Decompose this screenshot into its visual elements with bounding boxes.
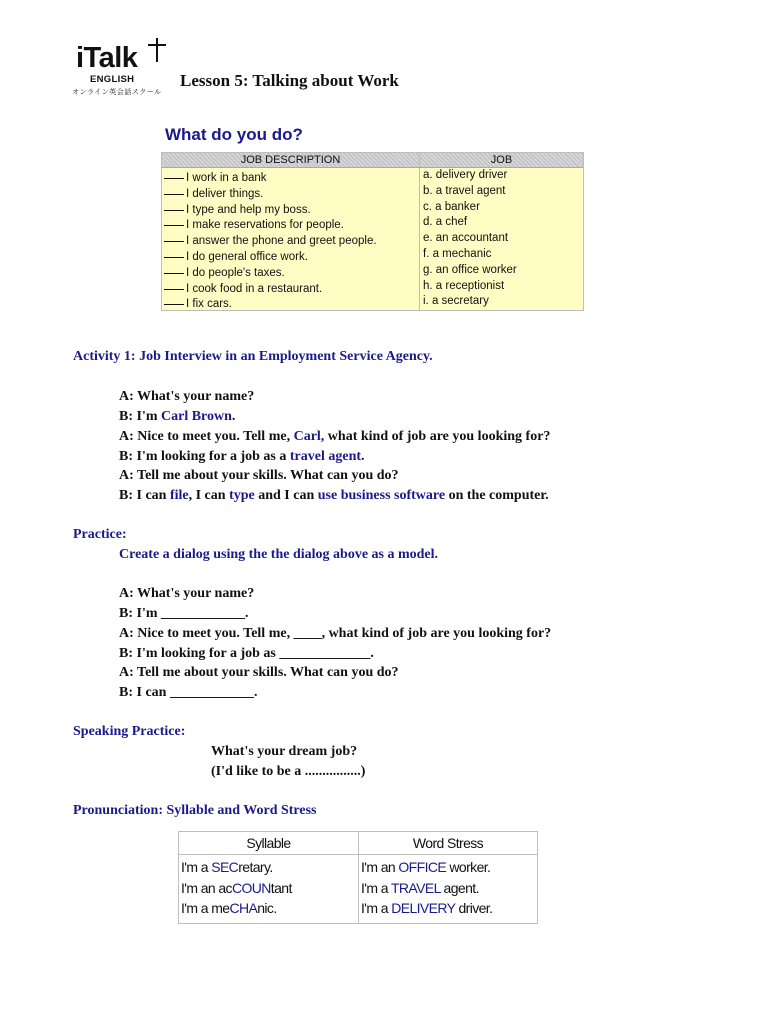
description-text: I deliver things. [186,187,264,200]
highlight-job: travel agent [289,449,362,464]
stressed-syllable: SEC [211,859,239,875]
answer-blank[interactable] [164,294,184,305]
dialog-line: A: What's your name? [119,389,255,404]
answer-blank[interactable] [164,247,184,258]
pronunciation-line: I'm a TRAVEL agent. [361,879,479,896]
speaking-question: What's your dream job? [211,744,358,759]
table-row [162,168,583,184]
description-text: I type and help my boss. [186,203,311,216]
table-row [162,215,583,231]
job-cell [420,200,583,216]
practice-heading: Practice: [73,527,127,542]
pronunciation-table [178,831,538,924]
description-cell [162,184,420,200]
table-row [162,231,583,247]
description-text: I fix cars. [186,298,233,311]
dialog-line: B: I'm Carl Brown. [119,409,236,424]
pronunciation-line: I'm a SECretary. [181,859,273,875]
job-text: f. a mechanic [423,247,492,260]
answer-blank[interactable] [164,279,184,290]
stressed-syllable: DELIVERY [391,900,456,916]
answer-blank[interactable] [164,184,184,195]
description-cell [162,263,420,279]
table-row [162,263,583,279]
description-text: I do general office work. [186,250,308,263]
stressed-syllable: OFFICE [398,859,447,875]
description-cell [162,215,420,231]
table-header-row [162,153,583,168]
job-text: a. delivery driver [423,169,508,181]
job-cell [420,279,583,295]
column-header-word-stress: Word Stress [358,832,537,855]
syllable-column [179,855,358,923]
stressed-syllable: TRAVEL [390,879,441,896]
pronunciation-line: I'm an acCOUNtant [181,879,292,896]
column-header-description: JOB DESCRIPTION [162,153,420,167]
highlight-name: Carl Brown [161,409,232,424]
description-cell [162,168,420,184]
description-text: I cook food in a restaurant. [186,282,323,295]
description-text: I work in a bank [186,172,267,184]
answer-blank[interactable] [164,215,184,226]
dialog-line: B: I'm looking for a job as a travel agent. [119,449,365,464]
activity1-heading: Activity 1: Job Interview in an Employment Service Agency. [73,349,433,364]
job-cell [420,215,583,231]
stressed-syllable: CHA [229,900,258,916]
job-cell [420,231,583,247]
dialog-line: A: Tell me about your skills. What can you do? [119,468,399,483]
column-header-job: JOB [490,154,513,166]
dialog-line: A: Nice to meet you. Tell me, Carl, what kind of job are you looking for? [119,429,551,444]
table-row [162,200,583,216]
answer-blank[interactable] [164,263,184,274]
answer-blank[interactable] [164,231,184,242]
logo-tagline: オンライン英会話スクール [72,88,162,96]
job-matching-table [161,152,584,311]
section-heading: What do you do? [165,125,303,144]
description-cell [162,279,420,295]
practice-line: A: Tell me about your skills. What can you do? [119,665,399,680]
job-text: e. an accountant [423,232,509,245]
pronunciation-header-row [179,832,537,855]
practice-line: A: What's your name? [119,586,255,601]
answer-blank[interactable] [164,200,184,211]
pronunciation-heading: Pronunciation: Syllable and Word Stress [73,803,317,818]
job-text: b. a travel agent [423,184,506,197]
job-text: g. an office worker [423,263,517,276]
pronunciation-line: I'm a meCHAnic. [181,900,277,916]
job-cell [420,247,583,263]
word-stress-column [358,855,537,923]
description-text: I answer the phone and greet people. [186,235,377,248]
description-cell [162,294,420,310]
highlight-skill: type [229,488,255,503]
speaking-answer: (I'd like to be a ................) [211,764,366,779]
logo-plus-mark [156,38,158,62]
highlight-name: Carl, [293,429,325,444]
description-cell [162,200,420,216]
job-cell [420,263,583,279]
practice-line: B: I'm looking for a job as _____________. [119,646,374,661]
table-row [162,294,583,310]
highlight-skill: use business software [317,488,446,503]
practice-line: B: I'm ____________. [119,606,249,621]
table-row [162,184,583,200]
pronunciation-line: I'm a DELIVERY driver. [361,900,493,916]
job-text: d. a chef [423,216,468,229]
job-cell [420,184,583,200]
stressed-syllable: COUN [231,879,271,896]
pronunciation-line: I'm an OFFICE worker. [361,859,491,875]
job-text: h. a receptionist [423,279,505,292]
description-cell [162,247,420,263]
description-cell [162,231,420,247]
job-cell [420,294,583,310]
dialog-line: B: I can file, I can type and I can use business software on the computer. [119,488,549,503]
highlight-skill: file [169,488,189,503]
table-row [162,247,583,263]
job-text: c. a banker [423,200,480,213]
logo-name: iTalk [76,42,138,74]
table-row [162,279,583,295]
logo-subtitle: ENGLISH [90,74,135,85]
lesson-title: Lesson 5: Talking about Work [180,71,399,90]
practice-instruction: Create a dialog using the the dialog above as a model. [119,547,439,562]
pronunciation-body [179,855,537,923]
practice-line: B: I can ____________. [119,685,258,700]
italk-logo [70,38,170,98]
answer-blank[interactable] [164,168,184,179]
job-cell [420,168,583,184]
column-header-syllable: Syllable [179,832,358,855]
description-text: I do people's taxes. [186,266,285,279]
speaking-heading: Speaking Practice: [73,724,186,739]
practice-line: A: Nice to meet you. Tell me, ____, what kind of job are you looking for? [119,626,552,641]
description-text: I make reservations for people. [186,219,344,232]
job-text: i. a secretary [423,295,489,308]
